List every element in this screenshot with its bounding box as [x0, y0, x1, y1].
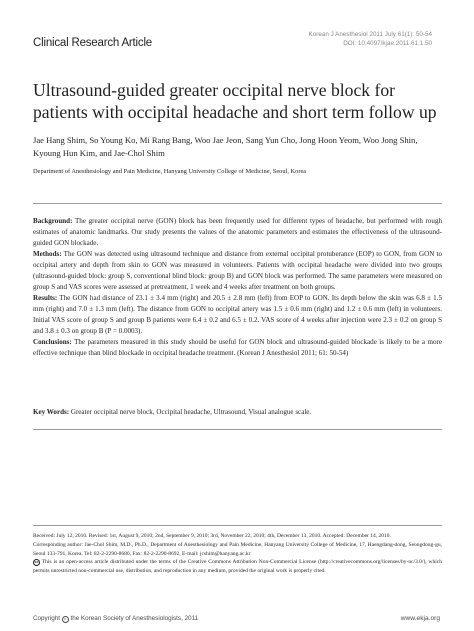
journal-citation — [309, 31, 432, 48]
keywords-text: Greater occipital nerve block, Occipital headache, Ultrasound, Visual analogue scale. — [69, 408, 312, 416]
top-divider — [33, 203, 442, 204]
license-text: This is an open-access article distributed under the terms of the Creative Commons Attribution Non-Commercial License (http://creativecommons.org/licenses/by-nc/3.0/), which permits unrestricted non-commercial use, distribution, and reproduction in any medium, provided the original work is properly cited. — [33, 559, 442, 575]
copyright-line — [33, 615, 198, 623]
results-text: The GON had distance of 23.1 ± 3.4 mm (right) and 20.5 ± 2.8 mm (left) from EOP to GON. Its depth below the skin was 6.8 ± 1.5 mm (right) and 7.0 ± 1.3 mm (left). The distance from GON to occipital artery was 1.5 ± 0.6 mm (right) and 1.2 ± 0.6 mm (left) in volunteers. Initial VAS score of group S and group B patients were 6.4 ± 0.2 and 6.5 ± 0.2. VAS score of 4 weeks after injection were 2.3 ± 0.2 on group S and 3.8 ± 0.3 on group B (P = 0.0003). — [33, 294, 442, 335]
received-dates: Received: July 12, 2010. Revised: 1st, August 9, 2010; 2nd, September 9, 2010; 3rd, November 22, 2010; 4th, December 13, 2010. Accepted: December 14, 2010. — [33, 533, 391, 539]
footnote-divider — [33, 525, 442, 526]
methods-text: The GON was detected using ultrasound technique and distance from external occipital protuberance (EOP) to GON, from GON to occipital artery and depth from skin to GON was measured in volunteers. Patients with occipital headache were divided into two groups (ultrasound-guided block: group S, conventional blind block: group B) and GON block was performed. The same parameters were measured on group S and VAS scores were assessed at pretreatment, 1 week and 4 weeks after treatment on both groups. — [33, 250, 442, 291]
corresponding-author: Corresponding author: Jae-Chol Shim, M.D., Ph.D., Department of Anesthesiology and Pain Medicine, Hanyang University College of Medicine, 17, Haengdang-dong, Seongdong-gu, Seoul 133-791, Korea. Tel: 82-2-2290-8680, Fax: 82-2-2290-8692, E-mail: jcshim@hanyang.ac.kr — [33, 541, 442, 557]
methods-label: Methods: — [33, 250, 62, 258]
abstract-results — [33, 293, 442, 337]
abstract-methods — [33, 249, 442, 293]
keywords — [33, 407, 442, 417]
journal-website: www.ekja.org — [400, 615, 440, 622]
journal-issue: Korean J Anesthesiol 2011 July 61(1): 50-54 — [308, 31, 432, 38]
copyright-text: the Korean Society of Anesthesiologists, 2011 — [68, 615, 199, 622]
keywords-divider — [33, 429, 442, 430]
creative-commons-icon: cc — [34, 559, 39, 564]
keywords-label: Key Words: — [33, 408, 70, 416]
affiliation: Department of Anesthesiology and Pain Medicine, Hanyang University College of Medicine, Seoul, Korea — [33, 168, 307, 175]
article-title: Ultrasound-guided greater occipital nerve block for patients with occipital headache and short term follow up — [33, 80, 437, 122]
abstract-conclusions — [33, 337, 442, 359]
conclusions-label: Conclusions: — [33, 338, 72, 346]
conclusions-text: The parameters measured in this study should be useful for GON block and ultrasound-guided blockade is likely to be a more effective technique than blind blockade in occipital headache treatment. (Korean J Anesthesiol 2011; 61: 50-54) — [33, 338, 442, 357]
license-note — [33, 558, 442, 576]
author-list: Jae Hang Shim, So Young Ko, Mi Rang Bang, Woo Jae Jeon, Sang Yun Cho, Jong Hoon Yeom, Woo Jong Shin, Kyoung Hun Kim, and Jae-Chol Shim — [33, 135, 418, 158]
abstract-background — [33, 216, 442, 249]
background-label: Background: — [33, 217, 73, 225]
copyright-icon: c — [62, 616, 69, 623]
abstract — [33, 216, 442, 359]
journal-doi: DOI: 10.4097/kjae.2011.61.1.50 — [343, 39, 432, 47]
section-label: Clinical Research Article — [33, 37, 152, 49]
background-text: The greater occipital nerve (GON) block has been frequently used for different types of headache, but performed with rough estimates of anatomic landmarks. Our study presents the values of the anatomic parameters and estimates the effectiveness of the ultrasound-guided GON blockade. — [33, 217, 442, 247]
footnotes — [33, 532, 442, 576]
results-label: Results: — [33, 294, 58, 302]
copyright-prefix: Copyright — [33, 615, 62, 622]
